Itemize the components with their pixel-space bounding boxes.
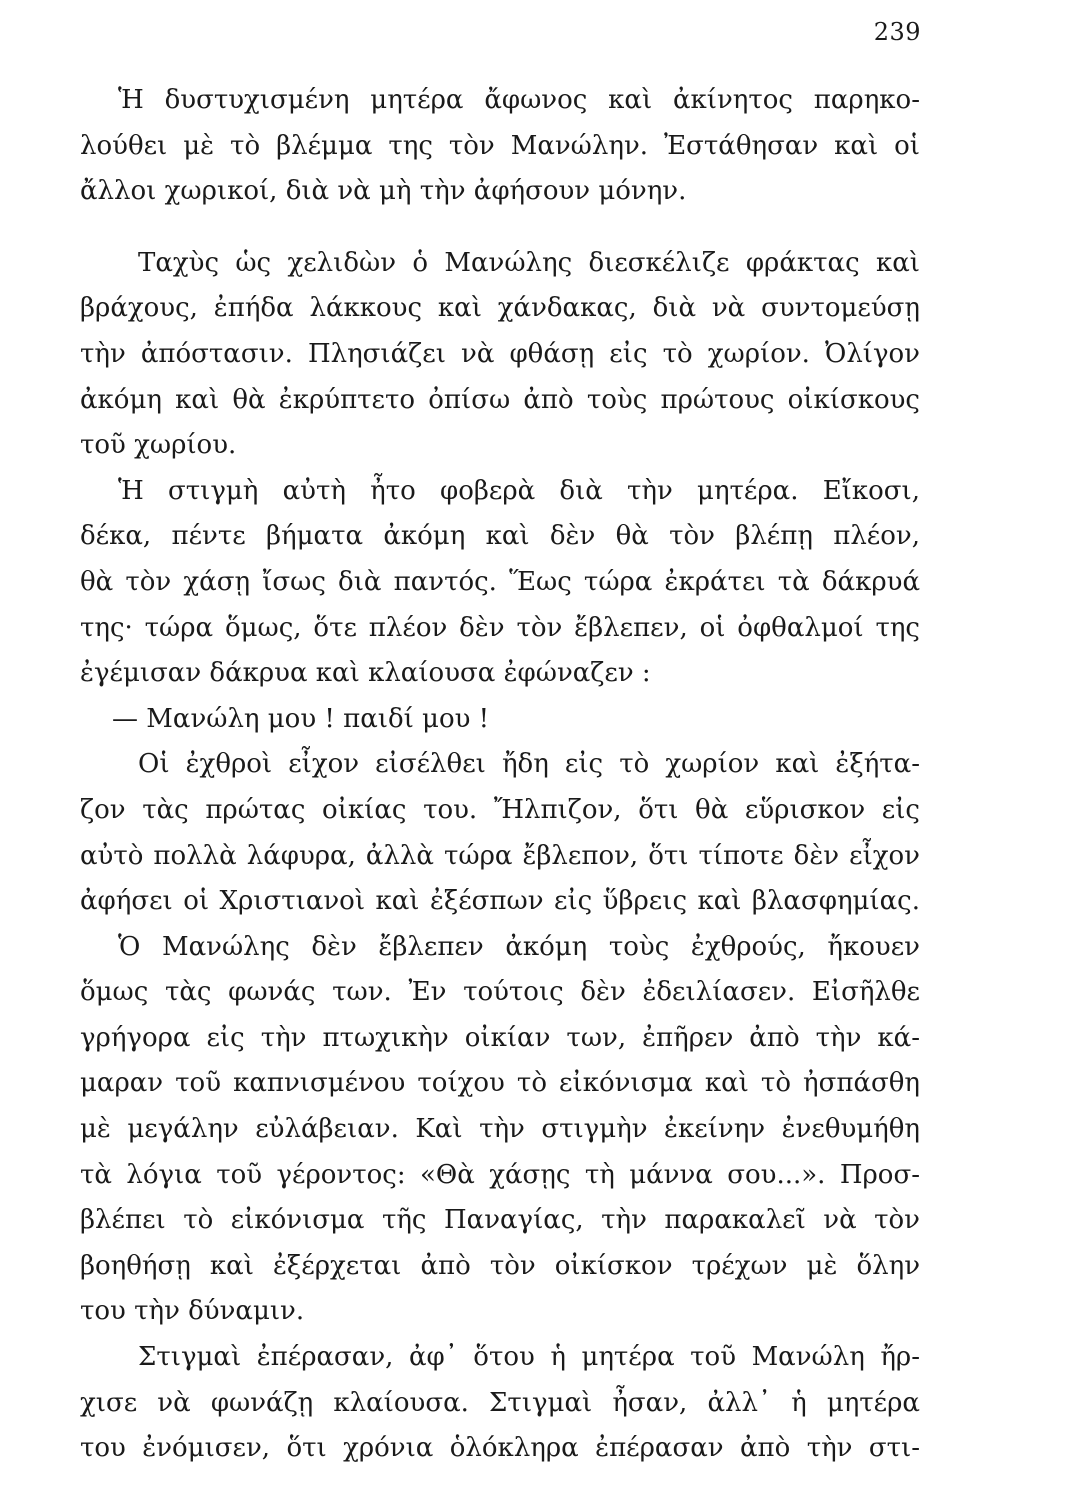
text-line: της· τώρα ὅμως, ὅτε πλέον δὲν τὸν ἔβλεπεν, οἱ ὀφθαλμοί της [80, 612, 920, 643]
text-line: τὴν ἀπόστασιν. Πλησιάζει νὰ φθάσῃ εἰς τὸ χωρίον. Ὀλίγον [80, 338, 920, 369]
text-line: μὲ μεγάλην εὐλάβειαν. Καὶ τὴν στιγμὴν ἐκείνην ἐνεθυμήθη [80, 1114, 920, 1145]
text-line: θὰ τὸν χάσῃ ἴσως διὰ παντός. Ἕως τώρα ἐκράτει τὰ δάκρυά [80, 566, 920, 597]
text-line: Οἱ ἐχθροὶ εἶχον εἰσέλθει ἤδη εἰς τὸ χωρίον καὶ ἐξήτα- [138, 749, 920, 780]
text-line: του ἐνόμισεν, ὅτι χρόνια ὁλόκληρα ἐπέρασαν ἀπὸ τὴν στι- [80, 1433, 920, 1464]
text-line: βλέπει τὸ εἰκόνισμα τῆς Παναγίας, τὴν παρακαλεῖ νὰ τὸν [80, 1205, 920, 1236]
text-line: βοηθήσῃ καὶ ἐξέρχεται ἀπὸ τὸν οἰκίσκον τρέχων μὲ ὅλην [80, 1250, 920, 1281]
text-line: — Μανώλη μου ! παιδί μου ! [112, 703, 490, 734]
text-line: ἐγέμισαν δάκρυα καὶ κλαίουσα ἐφώναζεν : [80, 658, 651, 689]
text-line: ὅμως τὰς φωνάς των. Ἐν τούτοις δὲν ἐδειλίασεν. Εἰσῆλθε [80, 977, 920, 1008]
text-line: λούθει μὲ τὸ βλέμμα της τὸν Μανώλην. Ἐστάθησαν καὶ οἱ [80, 130, 920, 161]
text-line: βράχους, ἐπήδα λάκκους καὶ χάνδακας, διὰ νὰ συντομεύσῃ [80, 293, 920, 324]
body-text [80, 78, 920, 1472]
text-line: Ὁ Μανώλης δὲν ἔβλεπεν ἀκόμη τοὺς ἐχθρούς, ἤκουεν [118, 931, 920, 962]
text-line: ἀκόμη καὶ θὰ ἐκρύπτετο ὀπίσω ἀπὸ τοὺς πρώτους οἰκίσκους [80, 384, 920, 415]
text-line: αὐτὸ πολλὰ λάφυρα, ἀλλὰ τώρα ἔβλεπον, ὅτι τίποτε δὲν εἶχον [80, 840, 920, 871]
page-number: 239 [873, 18, 921, 46]
text-line: ἄλλοι χωρικοί, διὰ νὰ μὴ τὴν ἀφήσουν μόνην. [80, 176, 687, 207]
text-line: χισε νὰ φωνάζῃ κλαίουσα. Στιγμαὶ ἦσαν, ἀλλ᾿ ἡ μητέρα [80, 1387, 920, 1418]
text-line: Στιγμαὶ ἐπέρασαν, ἀφ᾿ ὅτου ἡ μητέρα τοῦ Μανώλη ἤρ- [138, 1342, 920, 1373]
text-line: τοῦ χωρίου. [80, 430, 237, 461]
text-line: ἀφήσει οἱ Χριστιανοὶ καὶ ἐξέσπων εἰς ὕβρεις καὶ βλασφημίας. [80, 886, 920, 917]
text-line: γρήγορα εἰς τὴν πτωχικὴν οἰκίαν των, ἐπῆρεν ἀπὸ τὴν κά- [80, 1022, 920, 1053]
text-line: Ταχὺς ὡς χελιδὼν ὁ Μανώλης διεσκέλιζε φράκτας καὶ [138, 247, 920, 278]
text-line: μαραν τοῦ καπνισμένου τοίχου τὸ εἰκόνισμα καὶ τὸ ἠσπάσθη [80, 1068, 920, 1099]
text-line: δέκα, πέντε βήματα ἀκόμη καὶ δὲν θὰ τὸν βλέπῃ πλέον, [80, 521, 920, 552]
text-line: ζον τὰς πρώτας οἰκίας του. Ἤλπιζον, ὅτι θὰ εὕρισκον εἰς [80, 794, 920, 825]
text-line: τὰ λόγια τοῦ γέροντος: «Θὰ χάσῃς τὴ μάννα σου...». Προσ- [80, 1159, 920, 1190]
text-line: του τὴν δύναμιν. [80, 1296, 305, 1327]
text-line: Ἡ δυστυχισμένη μητέρα ἄφωνος καὶ ἀκίνητος παρηκο- [118, 85, 920, 115]
text-line: Ἡ στιγμὴ αὐτὴ ἦτο φοβερὰ διὰ τὴν μητέρα. Εἴκοσι, [118, 475, 920, 506]
